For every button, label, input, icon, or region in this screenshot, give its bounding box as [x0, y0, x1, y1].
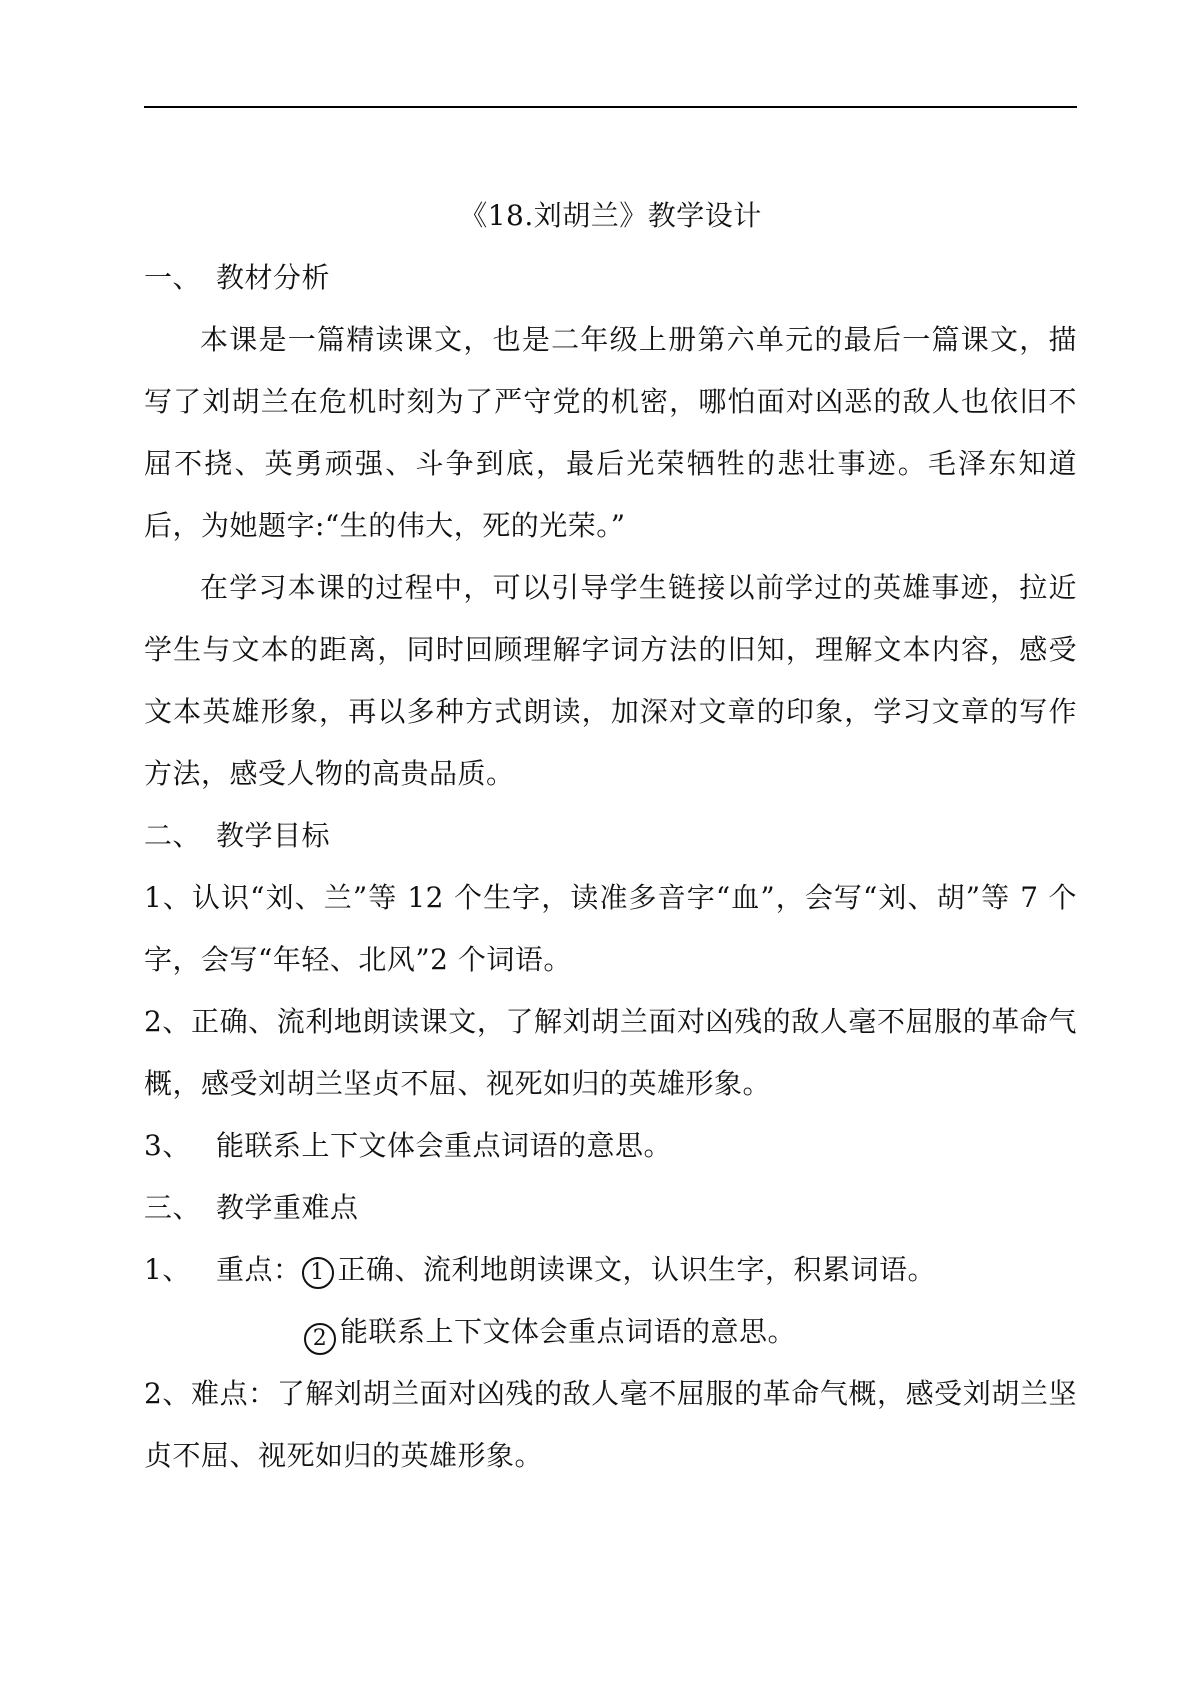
circled-number-1-icon: 1 — [302, 1257, 334, 1289]
section-heading-keypoints — [144, 1177, 1077, 1239]
keypoint-text: 正确、流利地朗读课文，认识生字，积累词语。 — [337, 1253, 937, 1286]
section-title: 教学目标 — [216, 819, 331, 852]
keypoint-item-2: 2、难点：了解刘胡兰面对凶残的敌人毫不屈服的革命气概，感受刘胡兰坚贞不屈、视死如归的英雄形象。 — [144, 1377, 1077, 1472]
goal-text: 能联系上下文体会重点词语的意思。 — [216, 1129, 673, 1162]
section-number: 二、 — [144, 819, 202, 852]
document-title: 《18.刘胡兰》教学设计 — [459, 199, 762, 232]
keypoint-label: 重点： — [216, 1253, 302, 1286]
goal-item-1: 1、认识“刘、兰”等 12 个生字，读准多音字“血”，会写“刘、胡”等 7 个字，会写“年轻、北风”2 个词语。 — [144, 881, 1077, 976]
section-number: 一、 — [144, 261, 202, 294]
circled-number-2-icon: 2 — [304, 1323, 336, 1355]
section-title: 教学重难点 — [216, 1191, 359, 1224]
keypoint-item-1b — [144, 1301, 1077, 1363]
header-rule — [144, 106, 1077, 108]
keypoint-item-1 — [144, 1239, 1077, 1301]
goal-item-3 — [144, 1115, 1077, 1177]
analysis-paragraph-2: 在学习本课的过程中，可以引导学生链接以前学过的英雄事迹，拉近学生与文本的距离，同时回顾理解字词方法的旧知，理解文本内容，感受文本英雄形象，再以多种方式朗读，加深对文章的印象，学习文章的写作方法，感受人物的高贵品质。 — [144, 571, 1077, 790]
goal-number: 3、 — [144, 1129, 191, 1162]
section-heading-analysis — [144, 247, 1077, 309]
section-heading-goals — [144, 805, 1077, 867]
keypoint-number: 1、 — [144, 1253, 191, 1286]
analysis-paragraph-1: 本课是一篇精读课文，也是二年级上册第六单元的最后一篇课文，描写了刘胡兰在危机时刻为了严守党的机密，哪怕面对凶恶的敌人也依旧不屈不挠、英勇顽强、斗争到底，最后光荣牺牲的悲壮事迹。毛泽东知道后，为她题字:“生的伟大，死的光荣。” — [144, 323, 1077, 542]
keypoint-text: 能联系上下文体会重点词语的意思。 — [340, 1315, 797, 1348]
section-number: 三、 — [144, 1191, 202, 1224]
section-title: 教材分析 — [216, 261, 331, 294]
document-body — [144, 185, 1077, 1487]
goal-item-2: 2、正确、流利地朗读课文，了解刘胡兰面对凶残的敌人毫不屈服的革命气概，感受刘胡兰坚贞不屈、视死如归的英雄形象。 — [144, 1005, 1077, 1100]
